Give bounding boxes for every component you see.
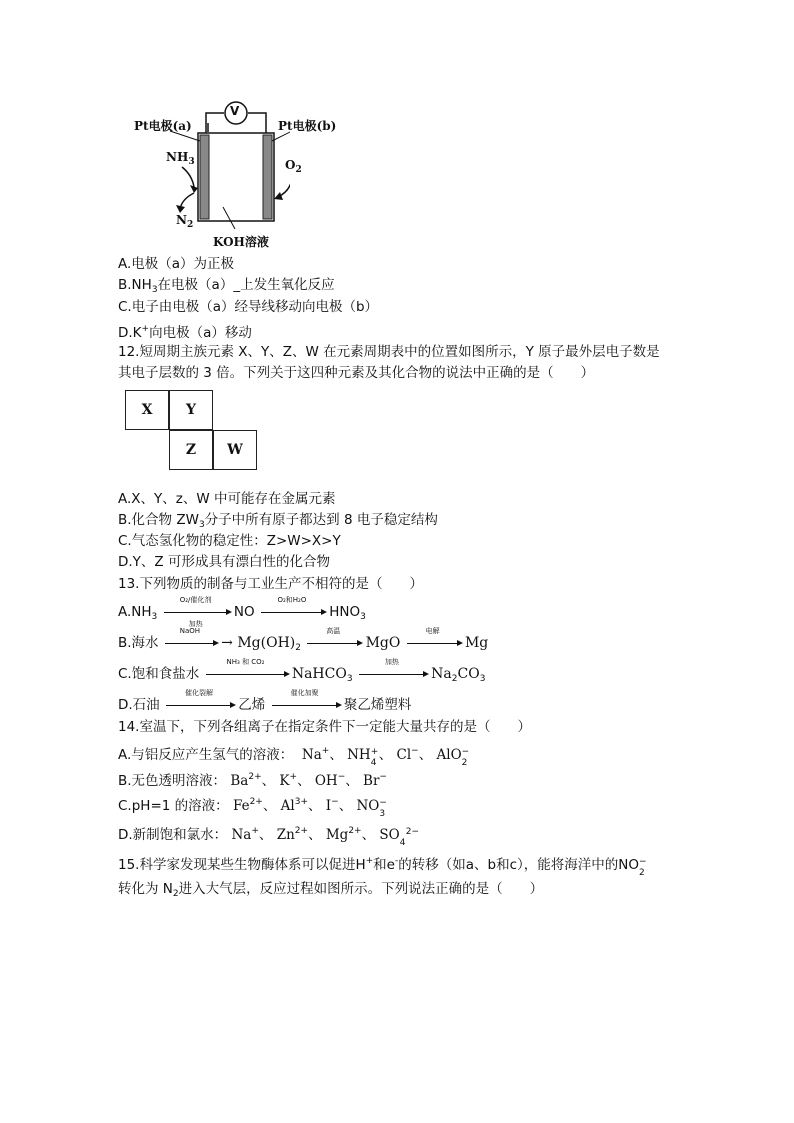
cell-y: Y	[169, 390, 213, 430]
q15-stem-line1: 15.科学家发现某些生物酶体系可以促进H+和e-的转移（如a、b和c），能将海洋中的NO − 2	[118, 856, 647, 878]
wire-right	[248, 113, 266, 134]
q13-stem: 13.下列物质的制备与工业生产不相符的是（ ）	[118, 576, 423, 592]
arrow-nh3-icon	[182, 167, 194, 187]
q13-option-b: B.海水 NaOH → $Mg(OH)_2$ 高温 MgO 电解 Mg	[118, 626, 489, 653]
q11-option-a: A.电极（a）为正极	[118, 256, 235, 272]
q12-option-a: A.X、Y、z、W 中可能存在金属元素	[118, 491, 336, 507]
q14-option-a: A.与铝反应产生氢气的溶液： Na+、 NH + 4 、 Cl−、 AlO − 2	[118, 746, 470, 768]
q11-option-d: D.K+向电极（a）移动	[118, 324, 252, 341]
reaction-arrow: 催化加聚	[272, 705, 338, 706]
q14-option-b: B.无色透明溶液： $Ba^{2+}$、 K+、 OH−、 Br−	[118, 772, 387, 789]
electrode-a-label: Pt电极(a)	[134, 119, 192, 133]
electrode-b	[263, 135, 272, 219]
q14-option-c: C.pH=1 的溶液： $Fe^{2+}$、 $Al^{3+}$、 I−、 NO − 3	[118, 797, 387, 819]
q12-stem-line1: 12.短周期主族元素 X、Y、Z、W 在元素周期表中的位置如图所示，Y 原子最外层电子数是	[118, 344, 660, 360]
o2-label: $O_2$	[285, 158, 302, 175]
q12-stem-line2: 其电子层数的 3 倍。下列关于这四种元素及其化合物的说法中正确的是（ ）	[118, 365, 595, 381]
reaction-arrow: 电解	[407, 643, 459, 644]
reaction-arrow: O₂/催化剂 加热	[164, 612, 228, 613]
q14-stem: 14.室温下，下列各组离子在指定条件下一定能大量共存的是（ ）	[118, 719, 531, 735]
reaction-arrow: NH₃ 和 CO₂	[206, 674, 286, 675]
q13-option-d: D.石油 催化裂解 乙烯 催化加聚 聚乙烯塑料	[118, 688, 412, 713]
electrode-a	[200, 135, 209, 219]
q13-option-c: C.饱和食盐水 NH₃ 和 CO₂ NaHCO$_3$ 加热 $Na_2CO_3$	[118, 657, 486, 684]
q11-option-b: $B.NH_3$在电极（a）_上发生氧化反应	[118, 277, 335, 295]
reaction-arrow: 高温	[307, 643, 359, 644]
q12-option-d: D.Y、Z 可形成具有漂白性的化合物	[118, 554, 330, 570]
koh-solution-label: KOH溶液	[213, 235, 269, 249]
cell-w: W	[213, 430, 257, 470]
n2-label: $N_2$	[176, 213, 194, 230]
q11-option-c: C.电子由电极（a）经导线移动向电极（b）	[118, 299, 379, 315]
cell-x: X	[125, 390, 169, 430]
q12-option-c: C.气态氢化物的稳定性：Z>W>X>Y	[118, 533, 341, 549]
q14-option-d: D.新制饱和氯水： Na+、 $Zn^{2+}$、 $Mg^{2+}$、 SO 2− 4	[118, 826, 420, 848]
q12-option-b: B.化合物 $ZW_3$分子中所有原子都达到 8 电子稳定结构	[118, 512, 438, 530]
nh3-label: $NH_3$	[166, 150, 195, 167]
q15-stem-line2: 转化为 $N_2$进入大气层，反应过程如图所示。下列说法正确的是（ ）	[118, 881, 544, 899]
reaction-arrow: 催化裂解	[166, 705, 232, 706]
cell-z: Z	[169, 430, 213, 470]
reaction-arrow: 加热	[359, 674, 425, 675]
voltmeter-label: V	[230, 104, 240, 118]
electrode-b-label: Pt电极(b)	[278, 119, 337, 133]
reaction-arrow: O₂和H₂O	[261, 612, 323, 613]
reaction-arrow: NaOH	[165, 643, 215, 644]
q13-option-a: $A.NH_3$ O₂/催化剂 加热 NO O₂和H₂O $HNO_3$	[118, 595, 366, 628]
